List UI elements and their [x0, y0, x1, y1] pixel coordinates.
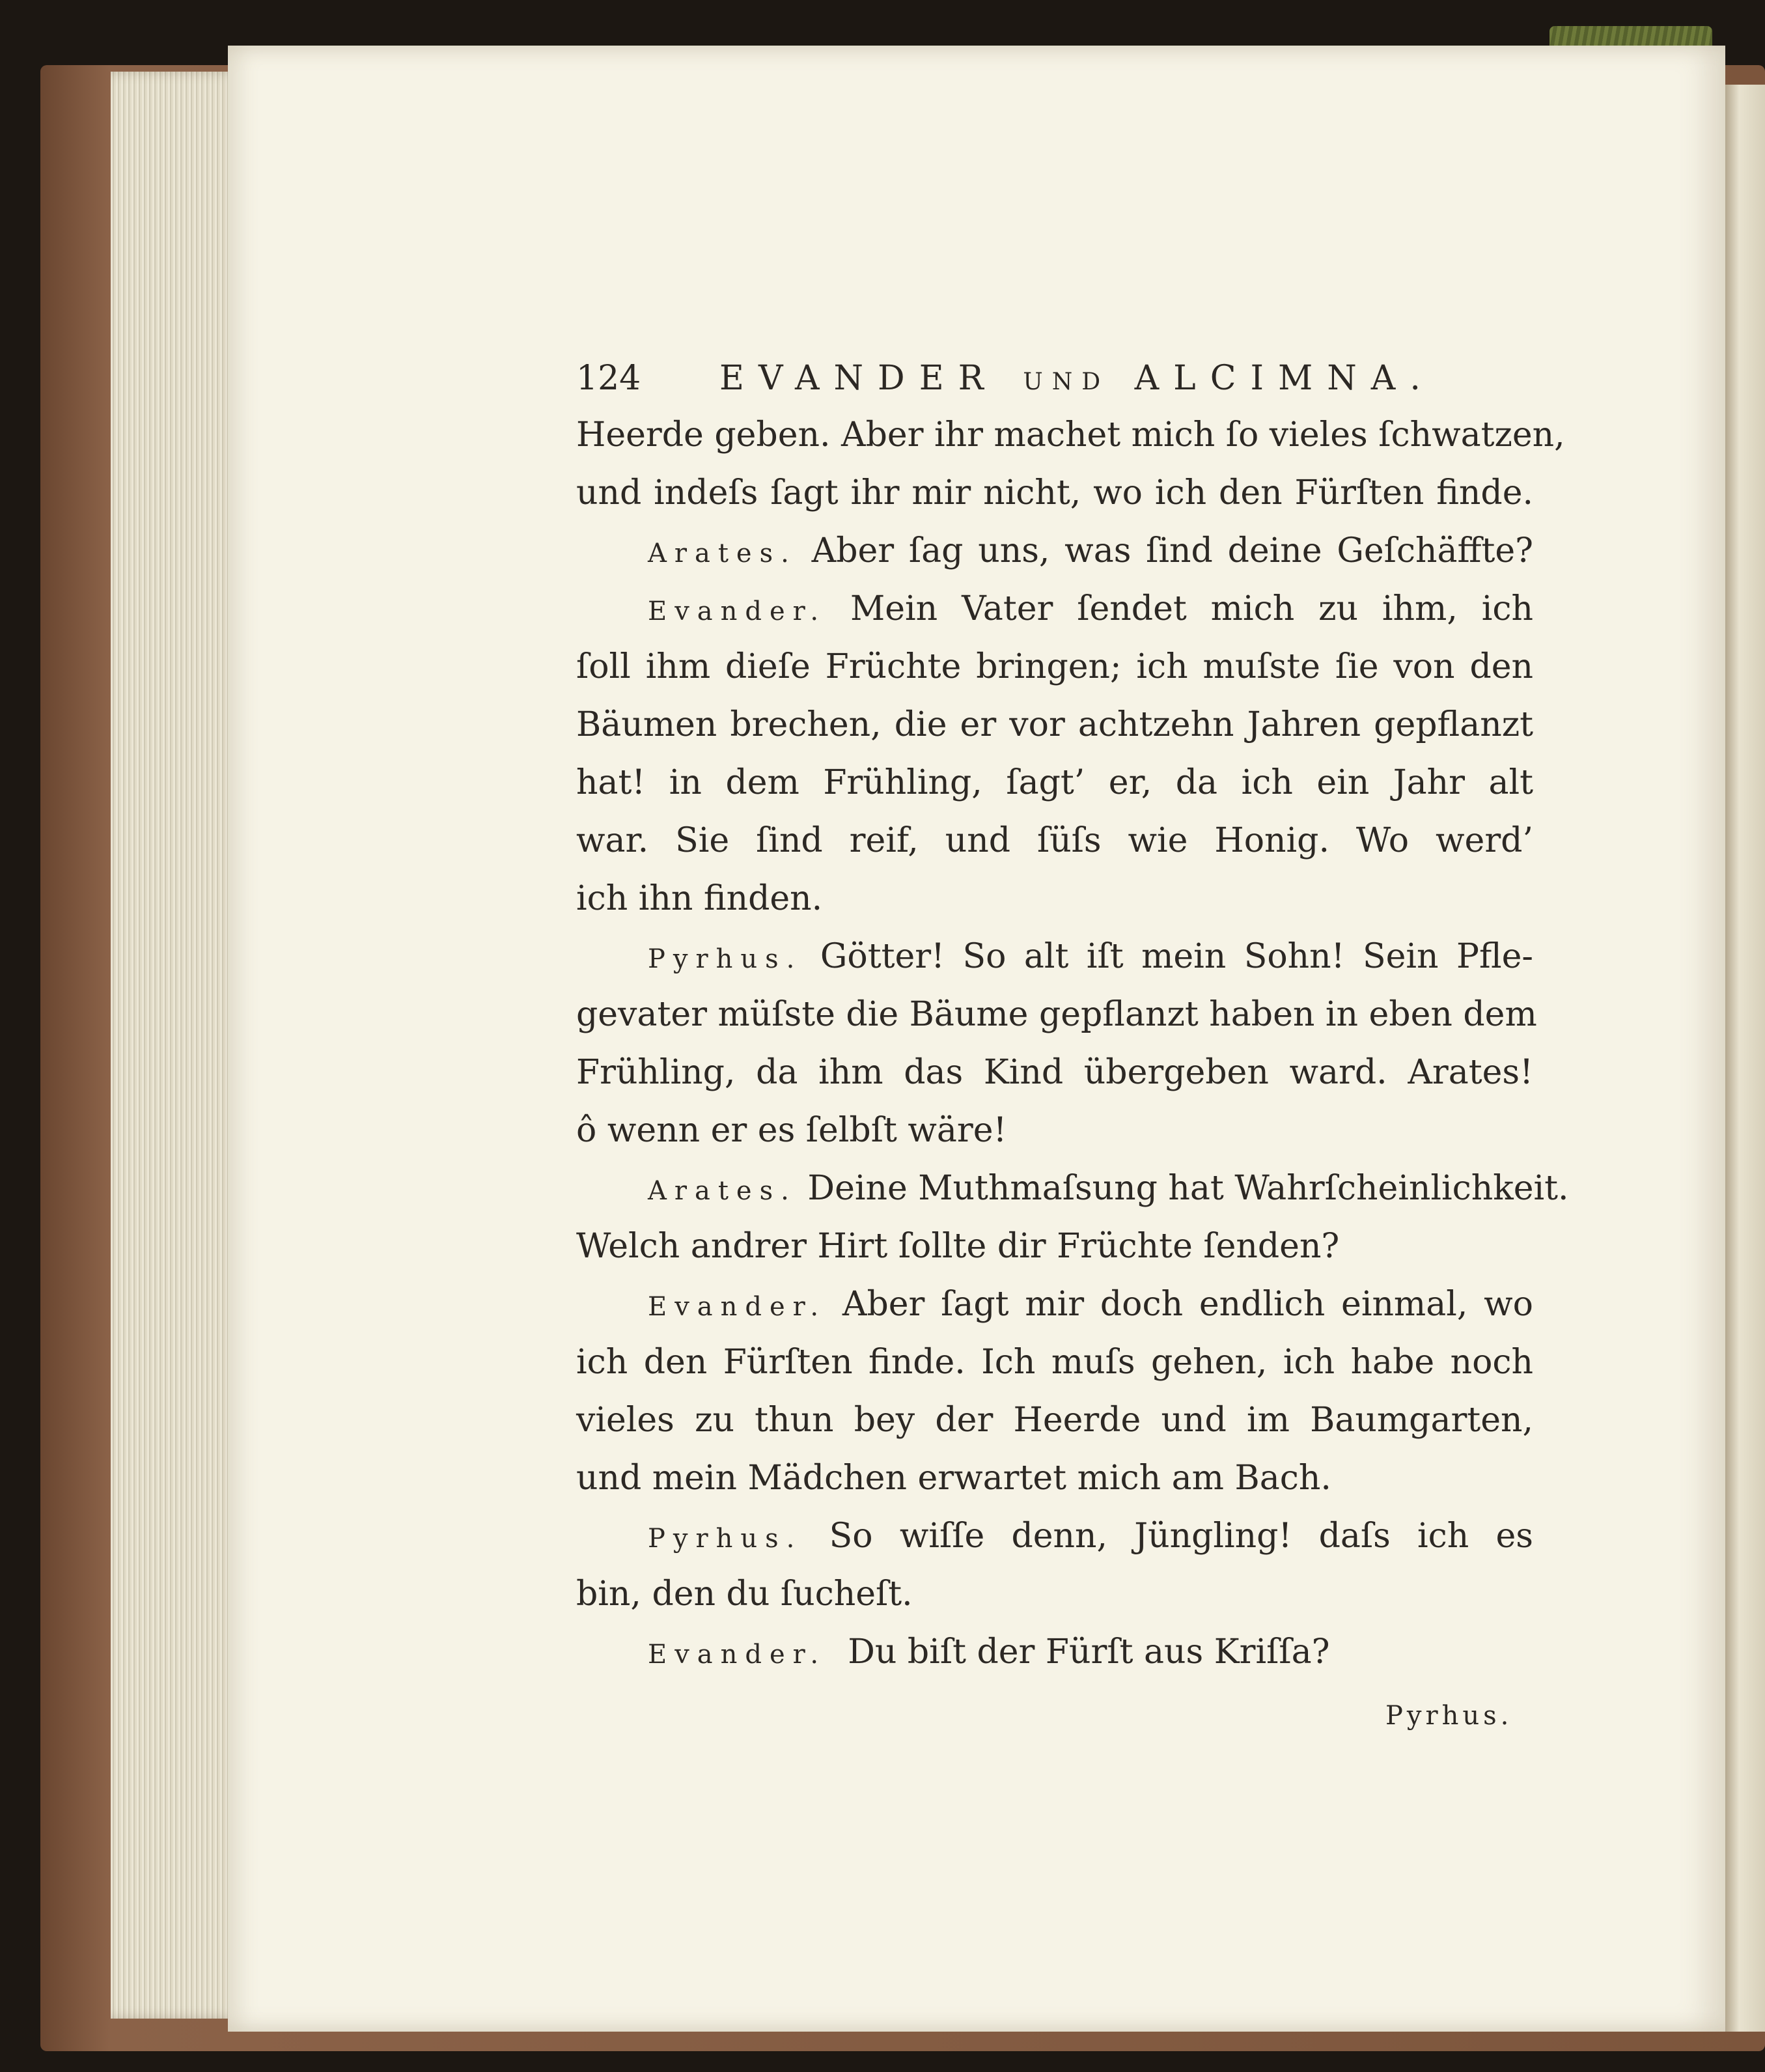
text-line: ſoll ihm dieſe Früchte bringen; ich muſste ſie von den: [576, 647, 1533, 686]
text-line: ich ihn finden.: [576, 879, 823, 918]
running-title: [719, 359, 1435, 398]
text-line: ich den Fürſten finde. Ich muſs gehen, ich habe noch: [576, 1343, 1533, 1382]
text-line: Heerde geben. Aber ihr machet mich ſo vieles ſchwatzen,: [576, 415, 1565, 455]
running-title-part1: EVANDER: [719, 359, 998, 398]
book-page: [228, 46, 1725, 2032]
speaker-name: Pyrhus.: [648, 1524, 803, 1554]
text-line: ô wenn er es ſelbſt wäre!: [576, 1111, 1007, 1150]
text-line: vieles zu thun bey der Heerde und im Baumgarten,: [576, 1401, 1533, 1440]
text-line: Bäumen brechen, die er vor achtzehn Jahren gepflanzt: [576, 705, 1533, 744]
speaker-name: Arates.: [648, 539, 797, 568]
page-number: 124: [576, 359, 641, 398]
dialogue-text: Mein Vater ſendet mich zu ihm, ich: [850, 589, 1534, 628]
text-line: hat! in dem Frühling, ſagt’ er, da ich ein Jahr alt: [576, 763, 1533, 802]
dialogue-line: [648, 531, 1534, 570]
speaker-name: Evander.: [648, 1640, 827, 1670]
dialogue-text: Aber ſag uns, was ſind deine Geſchäffte?: [811, 531, 1534, 570]
text-line: war. Sie ſind reif, und ſüſs wie Honig. Wo werd’: [576, 821, 1533, 860]
speaker-name: Arates.: [648, 1176, 797, 1206]
running-title-conjunction: UND: [1023, 369, 1110, 395]
dialogue-line: [648, 1517, 1533, 1556]
dialogue-text: Aber ſagt mir doch endlich einmal, wo: [842, 1285, 1533, 1324]
dialogue-line: [648, 1169, 1569, 1208]
dialogue-line: [648, 1632, 1330, 1672]
dialogue-line: [648, 937, 1534, 976]
text-line: und indeſs ſagt ihr mir nicht, wo ich den Fürſten finde.: [576, 473, 1533, 512]
dialogue-line: [648, 589, 1534, 628]
text-line: Frühling, da ihm das Kind übergeben ward. Arates!: [576, 1053, 1533, 1092]
dialogue-text: Götter! So alt iſt mein Sohn! Sein Pfle-: [820, 937, 1534, 976]
text-line: bin, den du ſucheſt.: [576, 1575, 913, 1614]
running-title-part2: ALCIMNA.: [1134, 359, 1435, 398]
text-line: Welch andrer Hirt ſollte dir Früchte ſenden?: [576, 1227, 1340, 1266]
speaker-name: Pyrhus.: [648, 944, 803, 974]
facing-page-edge: [1722, 85, 1765, 2032]
text-line: und mein Mädchen erwartet mich am Bach.: [576, 1459, 1331, 1498]
text-line: gevater müſste die Bäume gepflanzt haben in eben dem: [576, 995, 1537, 1034]
catchword: Pyrhus.: [1385, 1701, 1513, 1731]
dialogue-text: Deine Muthmaſsung hat Wahrſcheinlichkeit.: [807, 1169, 1569, 1208]
page-edges: [111, 72, 241, 2019]
speaker-name: Evander.: [648, 596, 827, 626]
dialogue-text: So wiſſe denn, Jüngling! daſs ich es: [829, 1517, 1533, 1556]
dialogue-line: [648, 1285, 1533, 1324]
speaker-name: Evander.: [648, 1292, 827, 1322]
dialogue-text: Du biſt der Fürſt aus Kriſſa?: [848, 1632, 1330, 1672]
